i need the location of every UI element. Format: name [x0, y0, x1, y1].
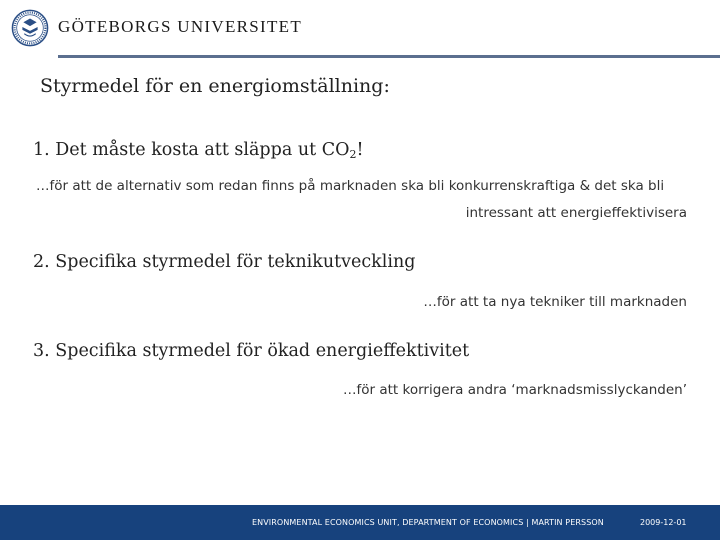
- point-3-heading: 3. Specifika styrmedel för ökad energieffektivitet: [33, 341, 470, 361]
- point-1-detail-line-2: intressant att energieffektivisera: [465, 205, 687, 221]
- point-1-heading: [33, 140, 363, 161]
- point-1-subscript: 2: [349, 148, 357, 161]
- university-seal-icon: [11, 9, 49, 47]
- point-1-detail-line-1: …för att de alternativ som redan finns på marknaden ska bli konkurrenskraftiga & det ska bli: [36, 178, 665, 194]
- slide-footer: [0, 505, 720, 540]
- point-1-heading-end: !: [356, 140, 364, 160]
- slide-header: [0, 0, 720, 58]
- university-name: GÖTEBORGS UNIVERSITET: [58, 17, 303, 36]
- point-1-heading-text: 1. Det måste kosta att släppa ut CO: [33, 140, 350, 160]
- point-3-detail: …för att korrigera andra ‘marknadsmisslyckanden’: [343, 382, 687, 398]
- point-2-heading: 2. Specifika styrmedel för teknikutveckling: [33, 252, 416, 272]
- header-divider: [58, 55, 720, 58]
- slide-title: Styrmedel för en energiomställning:: [40, 75, 390, 97]
- footer-text: ENVIRONMENTAL ECONOMICS UNIT, DEPARTMENT OF ECONOMICS | MARTIN PERSSON: [252, 518, 604, 527]
- point-2-detail: …för att ta nya tekniker till marknaden: [423, 294, 687, 310]
- footer-date: 2009-12-01: [640, 518, 687, 527]
